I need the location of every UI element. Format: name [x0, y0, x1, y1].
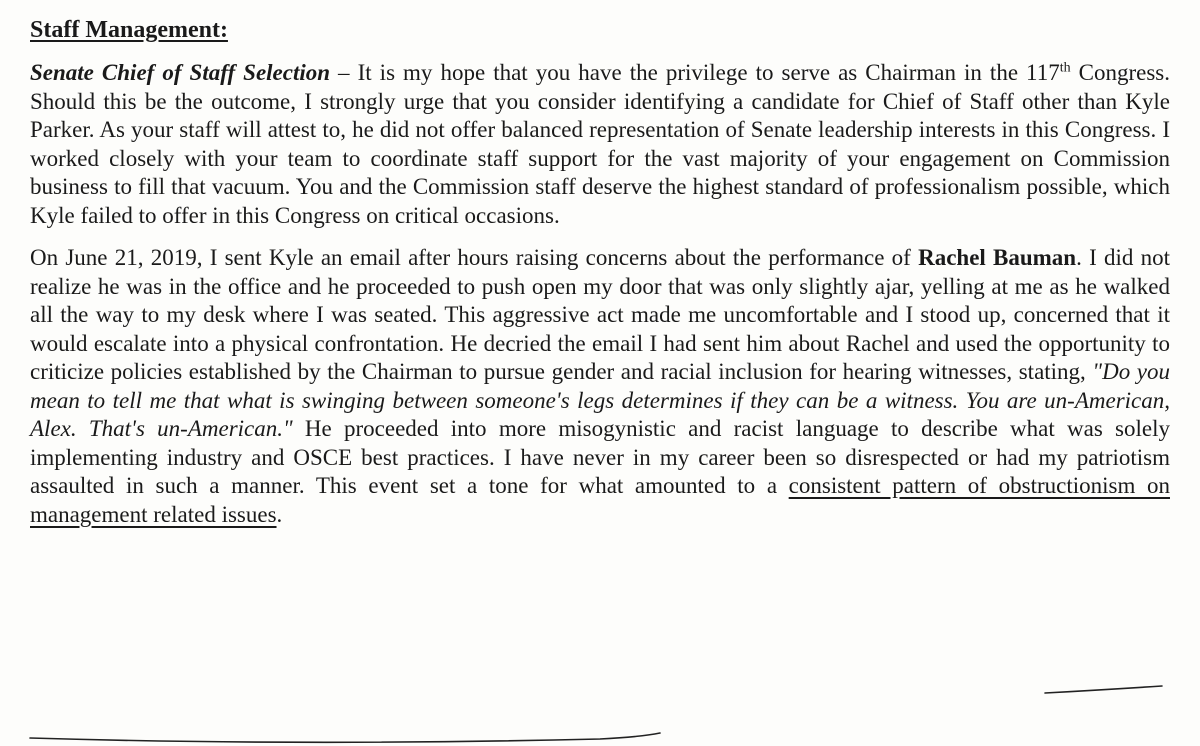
title-dash: – — [330, 60, 358, 85]
document-page — [30, 14, 1170, 529]
paragraph-end: . — [276, 501, 283, 527]
paragraph-text: He proceeded into more misogynistic and racist language to describe what was solely implementing industry and OSCE best practices. I have never in my career been so disrespected or had my patriotism assaulted in such a manner. This event set a tone for what amounted to a — [30, 416, 1170, 498]
paragraph-text: On June 21, 2019, I sent Kyle an email after hours raising concerns about the performance of — [30, 245, 919, 270]
paragraph-incident — [30, 244, 1170, 529]
paragraph-text: . I did not realize he was in the office and he proceeded to push open my door that was only slightly ajar, yelling at me as he walked all the way to my desk where I was seated. This aggressive act made me uncomfortable and I stood up, concerned that it would escalate into a physical confrontation. He decried the email I had sent him about Rachel and used the opportunity to criticize policies established by the Chairman to pursue gender and racial inclusion for hearing witnesses, stating, — [30, 245, 1170, 384]
ordinal-superscript: th — [1059, 60, 1071, 76]
handwritten-underlined-phrase: consistent pattern of obstructionism on management related issues — [30, 473, 1170, 527]
quoted-statement: "Do you mean to tell me that what is swinging between someone's legs determines if they can be a witness. You are un-American, Alex. That's un-American." — [30, 359, 1171, 441]
section-heading: Staff Management: — [30, 17, 228, 43]
paragraph-title: Senate Chief of Staff Selection — [30, 60, 331, 85]
paragraph-chief-of-staff — [30, 59, 1170, 230]
person-name: Rachel Bauman — [918, 245, 1077, 270]
paragraph-text: It is my hope that you have the privilege to serve as Chairman in the 117 — [357, 60, 1060, 85]
paragraph-text: Congress. Should this be the outcome, I strongly urge that you consider identifying a candidate for Chief of Staff other than Kyle Parker. As your staff will attest to, he did not offer balanced representation of Senate leadership interests in this Congress. I worked closely with your team to coordinate staff support for the vast majority of your engagement on Commission business to fill that vacuum. You and the Commission staff deserve the highest standard of professionalism possible, which Kyle failed to offer in this Congress on critical occasions. — [30, 60, 1170, 228]
